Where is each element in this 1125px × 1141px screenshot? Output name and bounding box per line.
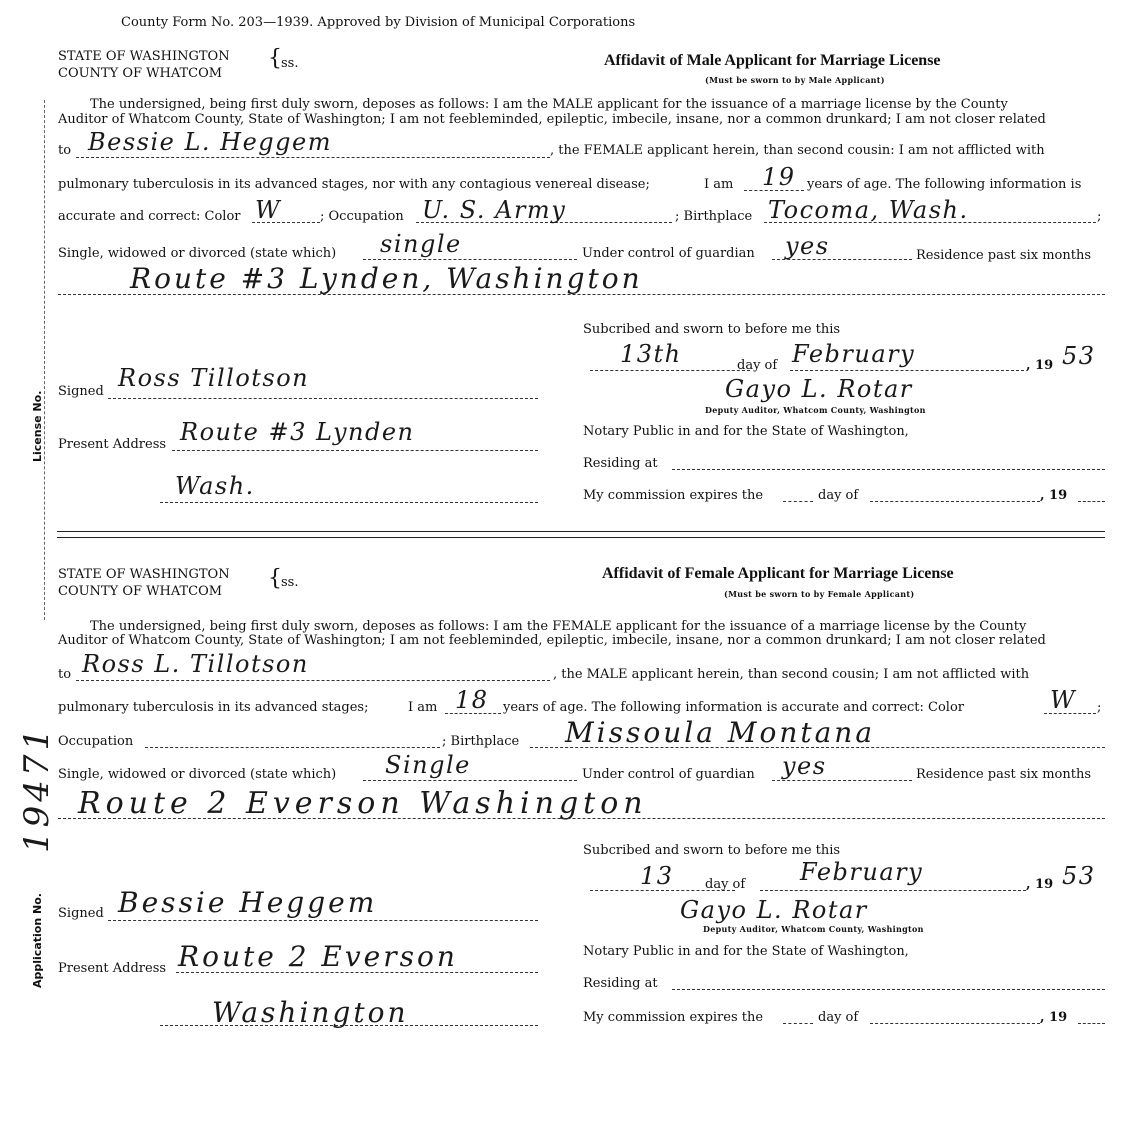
male-birthplace: Tocoma, Wash. — [768, 196, 969, 224]
male-commission-year: , 19 — [1040, 488, 1068, 503]
male-residence-label: Residence past six months — [916, 248, 1091, 263]
female-line1: The undersigned, being first duly sworn, deposes as follows: I am the FEMALE applicant for the issuance of a marriage license by the County — [90, 619, 1027, 634]
male-subtitle: (Must be sworn to by Male Applicant) — [705, 75, 885, 85]
male-address-label: Present Address — [58, 437, 167, 452]
male-line4a: pulmonary tuberculosis in its advanced stages, nor with any contagious venereal disease; — [58, 177, 650, 192]
female-notary: Notary Public in and for the State of Washington, — [583, 944, 909, 959]
female-subtitle: (Must be sworn to by Female Applicant) — [724, 589, 915, 599]
female-to-value: Ross L. Tillotson — [82, 650, 309, 678]
male-age: 19 — [762, 163, 796, 191]
female-residence: Route 2 Everson Washington — [78, 786, 648, 821]
male-address-2: Wash. — [175, 472, 255, 500]
female-address-1: Route 2 Everson — [178, 940, 458, 973]
male-signed: Ross Tillotson — [118, 364, 310, 392]
male-color: W — [255, 196, 282, 224]
male-to-value: Bessie L. Heggem — [88, 128, 332, 156]
female-day: 13 — [640, 862, 674, 890]
male-occupation-label: ; Occupation — [320, 209, 404, 224]
male-to-label: to — [58, 143, 72, 158]
female-title: Affidavit of Female Applicant for Marriage License — [602, 565, 954, 582]
female-guardian-label: Under control of guardian — [582, 767, 755, 782]
female-marital-label: Single, widowed or divorced (state which) — [58, 767, 337, 782]
female-residing-label: Residing at — [583, 976, 658, 991]
male-day-of: day of — [737, 358, 778, 373]
license-no-label: License No. — [31, 390, 44, 462]
male-line4b: years of age. The following information is — [807, 177, 1082, 192]
male-day: 13th — [620, 340, 682, 368]
side-dashed-line — [44, 100, 45, 620]
section-divider-bottom — [57, 537, 1105, 538]
male-auditor-signature: Gayo L. Rotar — [725, 375, 913, 403]
female-brace: { — [268, 566, 282, 591]
female-commission-day: day of — [818, 1010, 859, 1025]
male-marital: single — [380, 230, 462, 258]
female-commission-label: My commission expires the — [583, 1010, 764, 1025]
female-month: February — [800, 858, 924, 886]
male-month: February — [792, 340, 916, 368]
female-line4a: pulmonary tuberculosis in its advanced stages; — [58, 700, 369, 715]
female-state: STATE OF WASHINGTON — [58, 567, 230, 582]
female-ss: ss. — [281, 575, 299, 590]
female-signed-label: Signed — [58, 906, 104, 921]
male-commission-label: My commission expires the — [583, 488, 764, 503]
male-county: COUNTY OF WHATCOM — [58, 66, 223, 81]
female-to-label: to — [58, 667, 72, 682]
female-guardian: yes — [782, 752, 827, 780]
male-address-1: Route #3 Lynden — [180, 418, 415, 446]
male-residence: Route #3 Lynden, Washington — [130, 262, 643, 295]
male-commission-day: day of — [818, 488, 859, 503]
male-subscribed: Subcribed and sworn to before me this — [583, 322, 841, 337]
male-line2: Auditor of Whatcom County, State of Washington; I am not feebleminded, epileptic, imbecile, insane, nor a common drunkard; I am not closer related — [58, 112, 1046, 127]
female-auditor-signature: Gayo L. Rotar — [680, 896, 868, 924]
male-state: STATE OF WASHINGTON — [58, 49, 230, 64]
female-signed: Bessie Heggem — [118, 886, 378, 919]
female-line4b: years of age. The following information is accurate and correct: Color — [503, 700, 964, 715]
male-iam: I am — [704, 177, 734, 192]
female-subscribed: Subcribed and sworn to before me this — [583, 843, 841, 858]
female-occupation-label: Occupation — [58, 734, 134, 749]
male-brace: { — [268, 46, 282, 71]
section-divider-top — [57, 531, 1105, 532]
male-birthplace-label: ; Birthplace — [675, 209, 753, 224]
female-county: COUNTY OF WHATCOM — [58, 584, 223, 599]
female-color: W — [1050, 686, 1077, 714]
application-no-label: Application No. — [31, 893, 44, 988]
female-birthplace: Missoula Montana — [565, 716, 876, 749]
male-residing-label: Residing at — [583, 456, 658, 471]
male-signed-label: Signed — [58, 384, 104, 399]
female-year-prefix: , 19 — [1026, 877, 1054, 892]
female-birthplace-label: ; Birthplace — [442, 734, 520, 749]
male-guardian-label: Under control of guardian — [582, 246, 755, 261]
male-relation-text: , the FEMALE applicant herein, than second cousin: I am not afflicted with — [550, 143, 1045, 158]
female-year: 53 — [1062, 862, 1096, 890]
male-year: 53 — [1062, 342, 1096, 370]
male-guardian: yes — [785, 232, 830, 260]
female-address-2: Washington — [212, 996, 409, 1029]
application-number: 19471 — [17, 724, 57, 853]
male-color-label: accurate and correct: Color — [58, 209, 241, 224]
male-notary: Notary Public in and for the State of Washington, — [583, 424, 909, 439]
female-address-label: Present Address — [58, 961, 167, 976]
form-header: County Form No. 203—1939. Approved by Division of Municipal Corporations — [121, 15, 636, 30]
female-relation-text: , the MALE applicant herein, than second cousin; I am not afflicted with — [553, 667, 1030, 682]
female-line2: Auditor of Whatcom County, State of Washington; I am not feebleminded, epileptic, imbecile, insane, nor a common drunkard; I am not closer related — [58, 633, 1046, 648]
female-iam: I am — [408, 700, 438, 715]
male-marital-label: Single, widowed or divorced (state which) — [58, 246, 337, 261]
female-age: 18 — [455, 686, 489, 714]
male-ss: ss. — [281, 56, 299, 71]
female-day-of: day of — [705, 877, 746, 892]
male-year-prefix: , 19 — [1026, 358, 1054, 373]
female-commission-year: , 19 — [1040, 1010, 1068, 1025]
female-deputy-caption: Deputy Auditor, Whatcom County, Washington — [703, 924, 924, 934]
male-title: Affidavit of Male Applicant for Marriage License — [604, 52, 941, 69]
female-residence-label: Residence past six months — [916, 767, 1091, 782]
male-deputy-caption: Deputy Auditor, Whatcom County, Washington — [705, 405, 926, 415]
male-line1: The undersigned, being first duly sworn, deposes as follows: I am the MALE applicant for the issuance of a marriage license by the County — [90, 97, 1008, 112]
male-occupation: U. S. Army — [422, 196, 567, 224]
female-marital: Single — [385, 751, 471, 779]
